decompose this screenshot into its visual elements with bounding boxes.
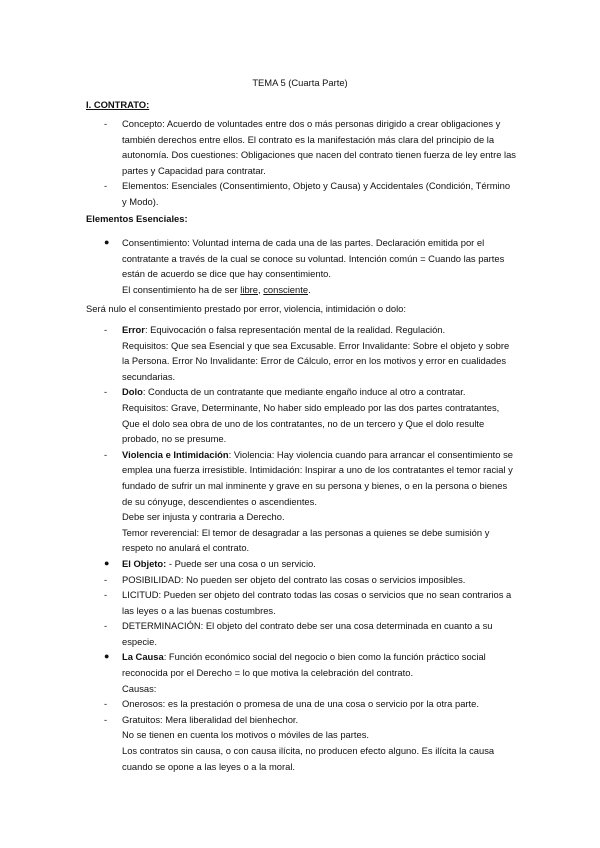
motives-note: No se tienen en cuenta los motivos o móviles de las partes.	[122, 729, 370, 741]
dash-marker: -	[104, 386, 108, 398]
list-item-licitude	[86, 587, 516, 618]
violence-note-unjust: Debe ser injusta y contraria a Derecho.	[122, 511, 285, 523]
vices-list	[86, 322, 516, 774]
violence-note-reverential: Temor reverencial: El temor de desagradar a las personas a quienes se debe sumisión y respeto no anulará el contrato.	[122, 526, 490, 554]
list-item-error	[86, 322, 516, 384]
dolo-text: : Conducta de un contratante que mediante engaño induce al otro a contratar.	[142, 386, 466, 398]
concept-text: Concepto: Acuerdo de voluntades entre dos o más personas dirigido a crear obligaciones y también derechos entre ellos. El contrato es la manifestación más clara del principio de la autonomía. Dos cuestiones: Obligaciones que nacen del contrato tienen fuerza de ley entre las partes y Capacidad para contratar.	[122, 118, 516, 176]
dash-marker: -	[104, 698, 108, 710]
list-item-elements	[86, 178, 516, 209]
error-requirements: Requisitos: Que sea Esencial y que sea Excusable. Error Invalidante: Sobre el objeto y sobre la Persona. Error No Invalidante: Error de Cálculo, error en los motivos y error en cualidades secundarias.	[122, 339, 510, 382]
section-heading: I. CONTRATO:	[86, 99, 150, 110]
list-item-consent	[86, 235, 516, 297]
dash-marker: -	[104, 118, 108, 129]
consent-text: Consentimiento: Voluntad interna de cada una de las partes. Declaración emitida por el contratante a través de la cual se conoce su voluntad. Intención común = Cuando las partes están de acuerdo se dice que hay consentimiento.	[122, 237, 505, 280]
page-title: TEMA 5 (Cuarta Parte)	[252, 77, 348, 88]
illicit-cause-note: Los contratos sin causa, o con causa ilícita, no producen efecto alguno. Es ilícita la causa cuando se opone a las leyes o a la moral.	[122, 745, 495, 772]
error-label: Error	[122, 324, 145, 335]
possibility-text: POSIBILIDAD: No pueden ser objeto del contrato las cosas o servicios imposibles.	[122, 573, 466, 585]
elements-text: Elementos: Esenciales (Consentimiento, Objeto y Causa) y Accidentales (Condición, Término y Modo).	[122, 180, 511, 207]
consent-requirements	[122, 282, 516, 298]
consent-req-suffix: .	[308, 283, 311, 295]
dash-marker: -	[104, 324, 108, 335]
gratuitous-text: Gratuitos: Mera liberalidad del bienhechor.	[122, 713, 299, 725]
intro-list	[86, 116, 516, 210]
error-text: : Equivocación o falsa representación mental de la realidad. Regulación.	[144, 324, 446, 335]
dash-marker: -	[104, 448, 108, 460]
causes-label: Causas:	[122, 682, 157, 694]
dolo-label: Dolo	[122, 386, 143, 398]
nullity-sentence: Será nulo el consentimiento prestado por error, violencia, intimidación o dolo:	[86, 303, 406, 314]
object-label: El Objeto:	[122, 557, 167, 569]
determination-text: DETERMINACIÓN: El objeto del contrato debe ser una cosa determinada en cuanto a su especie.	[122, 620, 493, 647]
consent-req-prefix: El consentimiento ha de ser	[122, 283, 241, 295]
list-item-possibility	[86, 572, 516, 588]
dash-marker: -	[104, 713, 108, 725]
list-item-onerous	[86, 696, 516, 712]
onerous-text: Onerosos: es la prestación o promesa de una de una cosa o servicio por la otra parte.	[122, 698, 479, 710]
dash-marker: -	[104, 589, 108, 601]
word-libre: libre	[240, 283, 259, 295]
bullet-marker: ●	[104, 237, 110, 247]
elements-heading: Elementos Esenciales:	[86, 213, 188, 224]
bullet-marker: ●	[104, 557, 110, 568]
list-item-object	[86, 556, 516, 572]
licitude-text: LICITUD: Pueden ser objeto del contrato todas las cosas o servicios que no sean contrarios a las leyes o a las buenas costumbres.	[122, 589, 512, 616]
list-item-determination	[86, 618, 516, 649]
consent-list	[86, 235, 516, 297]
cause-label: La Causa	[122, 651, 164, 663]
list-item-concept	[86, 116, 516, 178]
dolo-requirements: Requisitos: Grave, Determinante, No haber sido empleado por las dos partes contratantes, Que el dolo sea obra de uno de los contratantes, no de un tercero y Que el dolo resulte probado, no se presume.	[122, 401, 500, 445]
violence-label: Violencia e Intimidación	[122, 448, 229, 460]
list-item-dolo	[86, 384, 516, 446]
list-item-gratuitous	[86, 712, 516, 774]
violence-text: : Violencia: Hay violencia cuando para arrancar el consentimiento se emplea una fuerza irresistible. Intimidación: Inspirar a uno de los contratantes el temor racial y fundado de sufrir un mal inminente y grave en su persona y bienes, o en la persona o bienes de su cónyuge, descendientes o ascendientes.	[122, 448, 514, 507]
cause-text: : Función económico social del negocio o bien como la función práctico social reconocida por el Derecho = lo que motiva la celebración del contrato.	[122, 651, 486, 679]
bullet-marker: ●	[104, 651, 110, 662]
dash-marker: -	[104, 180, 108, 192]
dash-marker: -	[104, 573, 108, 585]
dash-marker: -	[104, 620, 108, 632]
word-consciente: consciente	[263, 283, 309, 295]
list-item-cause	[86, 649, 516, 696]
consent-req-separator: ,	[258, 283, 264, 295]
list-item-violence	[86, 447, 516, 556]
object-text: - Puede ser una cosa o un servicio.	[166, 557, 316, 569]
